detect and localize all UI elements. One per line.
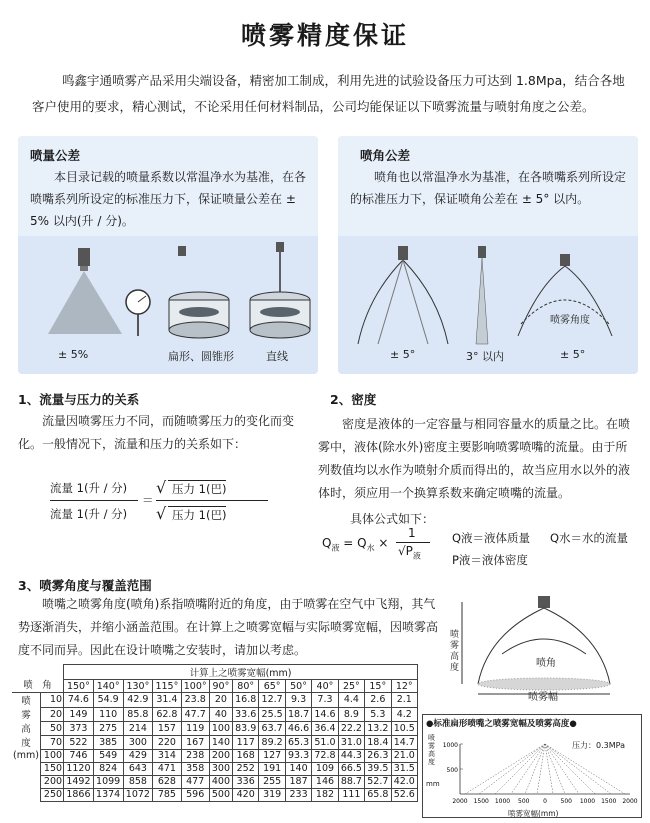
- table-row: [12, 762, 418, 775]
- width-cell: 400: [209, 775, 232, 788]
- width-cell: 149: [64, 707, 94, 721]
- width-cell: 88.7: [338, 775, 364, 788]
- width-cell: 858: [123, 775, 153, 788]
- width-cell: 1099: [93, 775, 123, 788]
- height-cell: 250: [40, 788, 63, 801]
- angle-diagram: [338, 236, 638, 346]
- width-cell: 373: [64, 721, 94, 735]
- x-tick: 500: [518, 798, 530, 805]
- width-cell: 25.5: [259, 707, 285, 721]
- angle-tolerance-text: 喷角也以常温净水为基准，在各喷嘴系列所设定的标准压力下，保证喷角公差在 ± 5° 以内。: [350, 170, 627, 206]
- height-cell: 50: [40, 721, 63, 735]
- row-side-label: 雾: [21, 710, 31, 721]
- width-cell: 65.8: [365, 788, 391, 801]
- width-cell: 63.7: [259, 721, 285, 735]
- width-cell: 1866: [64, 788, 94, 801]
- angle-label-fan: ± 5°: [390, 348, 416, 361]
- row-side-label: [12, 762, 40, 775]
- flow-pressure-formula: 流量 1(升 / 分) 流量 1(升 / 分) ＝ 压力 1(巴) √ 压力 1(巴) √: [50, 478, 290, 528]
- width-cell: 4.2: [391, 707, 417, 721]
- width-cell: 1072: [123, 788, 153, 801]
- angle-header: 80°: [233, 680, 259, 693]
- width-cell: 109: [312, 762, 338, 775]
- width-cell: 140: [209, 735, 232, 749]
- width-cell: 54.9: [93, 693, 123, 708]
- spray-line: [465, 744, 545, 794]
- coverage-diagram: [448, 594, 638, 702]
- width-cell: 200: [209, 749, 232, 762]
- width-cell: 117: [233, 735, 259, 749]
- table-corner: 喷 角: [12, 665, 64, 693]
- flow-label-straight: 直线: [266, 350, 288, 363]
- width-cell: 8.9: [338, 707, 364, 721]
- width-cell: 21.0: [391, 749, 417, 762]
- width-cell: 119: [181, 721, 209, 735]
- width-cell: 500: [209, 788, 232, 801]
- width-cell: 13.2: [365, 721, 391, 735]
- width-cell: 47.7: [181, 707, 209, 721]
- width-cell: 110: [93, 707, 123, 721]
- width-cell: 628: [153, 775, 181, 788]
- height-cell: 100: [40, 749, 63, 762]
- coverage-width-label: 喷雾幅: [528, 692, 558, 703]
- chart-ylabel: 喷雾高度: [428, 734, 435, 766]
- angle-header: 50°: [285, 680, 311, 693]
- width-cell: 74.6: [64, 693, 94, 708]
- spray-line: [537, 744, 545, 794]
- width-cell: 233: [285, 788, 311, 801]
- width-cell: 31.5: [391, 762, 417, 775]
- density-formula: $Q_液 = Q_水$ × 1 $√P_液$: [322, 536, 432, 576]
- table-row: [12, 721, 418, 735]
- flow-label-tolerance: ± 5%: [58, 348, 89, 361]
- width-cell: 7.3: [312, 693, 338, 708]
- chart-title: ●标准扁形喷嘴之喷雾宽幅及喷雾高度●: [426, 719, 577, 729]
- table-row: [12, 775, 418, 788]
- width-cell: 85.8: [123, 707, 153, 721]
- x-tick: 500: [560, 798, 572, 805]
- width-cell: 10.5: [391, 721, 417, 735]
- width-cell: 12.7: [259, 693, 285, 708]
- width-cell: 429: [123, 749, 153, 762]
- width-cell: 275: [93, 721, 123, 735]
- spray-line: [545, 744, 553, 794]
- width-cell: 100: [209, 721, 232, 735]
- width-cell: 2.1: [391, 693, 417, 708]
- width-cell: 16.8: [233, 693, 259, 708]
- width-cell: 51.0: [312, 735, 338, 749]
- section2-text: 密度是液体的一定容量与相同容量水的质量之比。在喷雾中，液体(除水外)密度主要影响喷雾喷嘴的流量。由于所列数值均以水作为喷射介质而得出的，故当应用水以外的液体时，须应用一个换算系数来确定喷嘴的流量。: [318, 417, 631, 500]
- width-cell: 42.9: [123, 693, 153, 708]
- height-cell: 150: [40, 762, 63, 775]
- angle-header: 15°: [365, 680, 391, 693]
- width-cell: 522: [64, 735, 94, 749]
- width-cell: 40: [209, 707, 232, 721]
- width-cell: 596: [181, 788, 209, 801]
- width-cell: 18.4: [365, 735, 391, 749]
- width-cell: 14.6: [312, 707, 338, 721]
- width-cell: 23.8: [181, 693, 209, 708]
- width-cell: 26.3: [365, 749, 391, 762]
- width-cell: 385: [93, 735, 123, 749]
- intro-paragraph: 鸣鑫宇通喷雾产品采用尖端设备，精密加工制成，利用先进的试验设备压力可达到 1.8Mpa，结合各地客户使用的要求，精心测试，不论采用任何材料制品，公司均能保证以下喷雾流量与喷射角度之公差。: [32, 73, 625, 114]
- angle-header: 100°: [181, 680, 209, 693]
- width-cell: 157: [153, 721, 181, 735]
- angle-header: 150°: [64, 680, 94, 693]
- width-cell: 39.5: [365, 762, 391, 775]
- width-cell: 824: [93, 762, 123, 775]
- spray-line: [545, 744, 595, 794]
- section1-heading: 1、流量与压力的关系: [18, 392, 140, 407]
- width-cell: 252: [233, 762, 259, 775]
- width-cell: 238: [181, 749, 209, 762]
- width-cell: 187: [285, 775, 311, 788]
- width-cell: 643: [123, 762, 153, 775]
- section3-heading: 3、喷雾角度与覆盖范围: [18, 578, 152, 593]
- spray-line: [545, 744, 611, 794]
- width-cell: 31.4: [153, 693, 181, 708]
- width-cell: 83.9: [233, 721, 259, 735]
- page-title: 喷雾精度保证: [240, 21, 409, 50]
- flow-tolerance-title: 喷量公差: [30, 148, 81, 163]
- flow-tolerance-panel: [18, 136, 318, 374]
- chart-unit: mm: [426, 780, 440, 788]
- flow-diagram: [18, 236, 318, 346]
- section2-heading: 2、密度: [330, 392, 377, 407]
- table-row: [12, 693, 418, 708]
- row-side-label: 高: [21, 724, 31, 735]
- width-cell: 255: [259, 775, 285, 788]
- angle-header: 25°: [338, 680, 364, 693]
- width-cell: 62.8: [153, 707, 181, 721]
- height-cell: 20: [40, 707, 63, 721]
- flow-tolerance-text: 本目录记载的喷量系数以常温净水为基准，在各喷嘴系列所设定的标准压力下，保证喷量公差在 ± 5% 以内(升 / 分)。: [30, 170, 307, 228]
- chart-pressure: 压力：0.3MPa: [572, 741, 625, 750]
- coverage-angle-label: 喷角: [536, 658, 556, 669]
- x-tick: 1500: [601, 798, 617, 805]
- width-cell: 89.2: [259, 735, 285, 749]
- chart-plot: [440, 730, 636, 810]
- x-tick: 1000: [494, 798, 511, 805]
- angle-header: 140°: [93, 680, 123, 693]
- x-tick: 1000: [579, 798, 596, 805]
- width-cell: 1120: [64, 762, 94, 775]
- width-cell: 36.4: [312, 721, 338, 735]
- angle-header: 65°: [259, 680, 285, 693]
- section2-formula-intro: 具体公式如下：: [350, 512, 435, 526]
- width-cell: 220: [153, 735, 181, 749]
- width-cell: 300: [209, 762, 232, 775]
- spray-line: [495, 744, 545, 794]
- table-row: [12, 749, 418, 762]
- width-cell: 167: [181, 735, 209, 749]
- section1-text: 流量因喷雾压力不同，而随喷雾压力的变化而变化。一般情况下，流量和压力的关系如下：: [18, 414, 295, 451]
- width-cell: 66.5: [338, 762, 364, 775]
- table-caption: 计算上之喷雾宽幅(mm): [64, 665, 418, 680]
- density-legend-3: P液＝液体密度: [452, 553, 528, 567]
- angle-header: 90°: [209, 680, 232, 693]
- spray-line: [545, 744, 625, 794]
- width-cell: 477: [181, 775, 209, 788]
- width-cell: 44.3: [338, 749, 364, 762]
- width-cell: 168: [233, 749, 259, 762]
- width-cell: 182: [312, 788, 338, 801]
- width-cell: 72.8: [312, 749, 338, 762]
- width-cell: 2.6: [365, 693, 391, 708]
- row-side-label: [12, 775, 40, 788]
- width-cell: 420: [233, 788, 259, 801]
- width-cell: 127: [259, 749, 285, 762]
- density-legend-2: Q水＝水的流量: [550, 531, 629, 545]
- width-cell: 46.6: [285, 721, 311, 735]
- angle-header: 40°: [312, 680, 338, 693]
- width-cell: 358: [181, 762, 209, 775]
- x-tick: 2000: [622, 798, 638, 805]
- coverage-height-label: 喷雾高度: [450, 630, 460, 673]
- width-cell: 42.0: [391, 775, 417, 788]
- y-tick: 1000: [442, 742, 458, 749]
- width-cell: 31.0: [338, 735, 364, 749]
- spray-width-table: [12, 664, 418, 802]
- angle-tolerance-panel: [338, 136, 638, 374]
- width-cell: 93.3: [285, 749, 311, 762]
- height-cell: 70: [40, 735, 63, 749]
- table-row: [12, 788, 418, 801]
- angle-label-straight: 3° 以内: [466, 350, 504, 363]
- x-tick: 2000: [452, 798, 468, 805]
- width-cell: 22.2: [338, 721, 364, 735]
- angle-tolerance-title: 喷角公差: [360, 148, 411, 163]
- chart-xlabel: 喷雾宽幅(mm): [508, 809, 559, 818]
- width-cell: 111: [338, 788, 364, 801]
- width-cell: 4.4: [338, 693, 364, 708]
- width-cell: 471: [153, 762, 181, 775]
- table-row: [12, 735, 418, 749]
- row-side-label: 喷: [21, 696, 31, 707]
- width-cell: 52.7: [365, 775, 391, 788]
- row-side-label: (mm): [13, 750, 39, 761]
- section3-text: 喷嘴之喷雾角度(喷角)系指喷嘴附近的角度，由于喷雾在空气中飞翔，其气势逐渐消失，并缩小涵盖范围。在计算上之喷雾宽幅与实际喷雾宽幅，因喷雾高度不同而异。因此在设计喷嘴之安装时，请加以考虑。: [18, 597, 439, 657]
- width-cell: 146: [312, 775, 338, 788]
- angle-header: 115°: [153, 680, 181, 693]
- row-side-label: 度: [21, 738, 31, 749]
- width-cell: 300: [123, 735, 153, 749]
- width-cell: 20: [209, 693, 232, 708]
- row-side-label: [12, 788, 40, 801]
- y-tick: 500: [446, 767, 458, 774]
- angle-header: 12°: [391, 680, 417, 693]
- width-cell: 191: [259, 762, 285, 775]
- width-cell: 14.7: [391, 735, 417, 749]
- x-tick: 1500: [473, 798, 489, 805]
- width-cell: 1492: [64, 775, 94, 788]
- width-cell: 336: [233, 775, 259, 788]
- height-cell: 10: [40, 693, 63, 708]
- density-legend-1: Q液＝液体质量: [452, 531, 531, 545]
- width-cell: 746: [64, 749, 94, 762]
- width-cell: 319: [259, 788, 285, 801]
- width-cell: 18.7: [285, 707, 311, 721]
- width-cell: 549: [93, 749, 123, 762]
- table-row: [12, 707, 418, 721]
- angle-header: 130°: [123, 680, 153, 693]
- x-tick: 0: [543, 798, 547, 805]
- width-cell: 214: [123, 721, 153, 735]
- width-cell: 65.3: [285, 735, 311, 749]
- width-cell: 33.6: [233, 707, 259, 721]
- spray-line: [479, 744, 545, 794]
- width-cell: 1374: [93, 788, 123, 801]
- width-cell: 785: [153, 788, 181, 801]
- angle-label-cone: ± 5°: [560, 348, 586, 361]
- angle-diagram-label: 喷雾角度: [550, 315, 590, 326]
- flow-label-flat-cone: 扁形、圆锥形: [168, 350, 234, 363]
- width-cell: 52.6: [391, 788, 417, 801]
- width-cell: 9.3: [285, 693, 311, 708]
- width-cell: 5.3: [365, 707, 391, 721]
- width-cell: 314: [153, 749, 181, 762]
- width-cell: 140: [285, 762, 311, 775]
- height-cell: 200: [40, 775, 63, 788]
